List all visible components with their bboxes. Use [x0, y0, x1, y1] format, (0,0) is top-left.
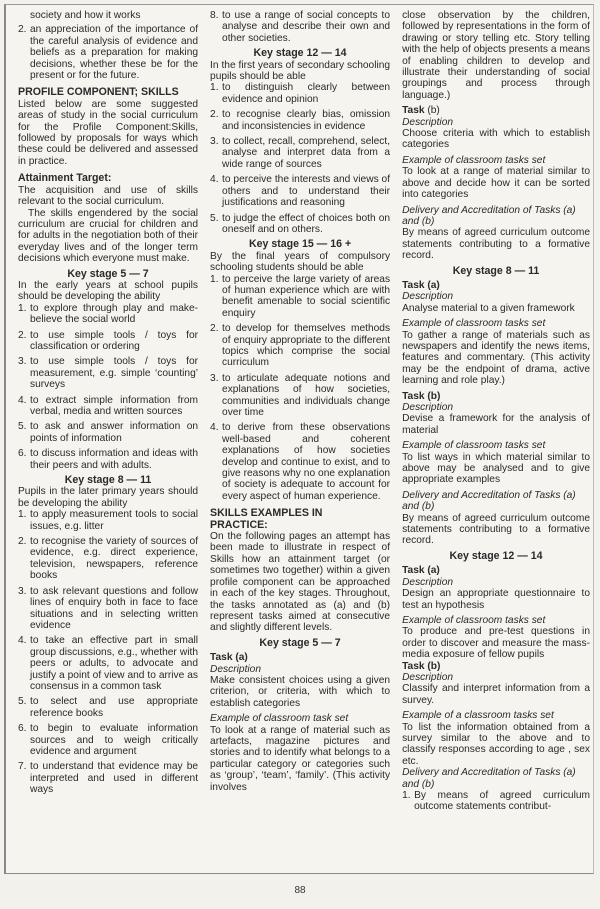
attainment-target-heading: Attainment Target:: [18, 172, 112, 185]
profile-component-text: Listed below are some suggested areas of study in the social curriculum for the Profile Component:Skills, followed by proposals for ways which these could be delivered and assessed in practice.: [18, 98, 199, 167]
attainment-target-text: The acquisition and use of skills relevant to the social curriculum.: [18, 184, 199, 208]
list-item: 3. to collect, recall, comprehend, select, analyse and interpret data from a wide range of sources: [210, 136, 391, 170]
list-item: 2. an appreciation of the importance of the careful analysis of evidence and beliefs as a preparation for making decisions, whether these be for the present or for the future.: [18, 24, 199, 82]
delivery-label: Delivery and Accreditation of Tasks (a) and (b): [402, 489, 576, 513]
list-item: 1. to apply measurement tools to social issues, e.g. litter: [18, 509, 199, 532]
skills-examples-heading: SKILLS EXAMPLES IN PRACTICE:: [210, 507, 323, 531]
continued-list: [18, 24, 198, 81]
key-stage-12-14-list: [210, 82, 390, 235]
description-label: Description: [402, 291, 454, 303]
key-stage-intro: In the first years of secondary schooling pupils should be able: [210, 59, 391, 83]
list-item: 3. to articulate adequate notions and explanations of how societies, communities and individuals change over time: [210, 372, 391, 418]
task-label: Task (b): [402, 105, 440, 117]
description-label: Description: [402, 576, 454, 588]
example-text: To list the information obtained from a survey similar to the above and to classify responses according to age , sex etc.: [402, 721, 590, 767]
example-text: To produce and pre-test questions in order to discover and measure the mass-media exposure of fellow pupils: [402, 626, 590, 661]
skills-paragraph: The skills engendered by the social curriculum are crucial for children and for adults in the negotiation both of their everyday lives and of the longer term decisions which everyone must make.: [18, 207, 199, 265]
key-stage-8-11-list: [18, 509, 198, 795]
example-label: Example of classroom tasks set: [402, 318, 546, 330]
example-label: Example of classroom task set: [210, 713, 349, 725]
task-description: Make consistent choices using a given criterion, or criteria, with which to establish categories: [210, 674, 391, 709]
delivery-label: Delivery and Accreditation of Tasks (a) and (b): [402, 767, 576, 790]
example-label: Example of classroom tasks set: [402, 614, 546, 626]
key-stage-heading: Key stage 12 — 14: [449, 549, 543, 562]
key-stage-heading: Key stage 5 — 7: [67, 267, 149, 280]
list-item: 5. to judge the effect of choices both on oneself and on others.: [210, 212, 391, 235]
list-item: 7. to understand that evidence may be interpreted and used in different ways: [18, 761, 199, 796]
key-stage-intro: By the final years of compulsory schooling students should be able: [210, 250, 391, 274]
list-item: 4. to extract simple information from verbal, media and written sources: [18, 394, 199, 417]
column-1: [18, 10, 198, 817]
list-item: 4. to take an effective part in small group discussions, e.g., whether with peers or adults, to advocate and justify a point of view and to arrive as consensus in a common task: [18, 635, 199, 692]
task-label: Task (b): [402, 390, 441, 402]
task-description: Classify and interpret information from a survey.: [402, 683, 590, 706]
task-description: Design an appropriate questionnaire to test an hypothesis: [402, 588, 590, 611]
task-description: Choose criteria with which to establish categories: [402, 128, 590, 151]
skills-examples-text: On the following pages an attempt has been made to illustrate in respect of Skills how an attainment target (or sometimes two together) within a given profile component can be approached in each of the key stages. Throughout, the tasks annotated as (a) and (b) represent tasks aimed at consecutive and slightly different levels.: [210, 531, 391, 634]
description-label: Description: [402, 671, 454, 683]
list-item: 1. to explore through play and make-believe the social world: [18, 302, 199, 326]
column-2: [210, 10, 390, 817]
list-item: 4. to perceive the interests and views of others and to understand their justifications and reasoning: [210, 174, 391, 209]
delivery-text: By means of agreed curriculum outcome statements contributing to a formative record.: [402, 512, 590, 547]
description-label: Description: [402, 402, 454, 413]
list-item: 1. to perceive the large variety of areas of human experience which are with benefit amenable to social scientific enquiry: [210, 273, 391, 319]
example-label: Example of classroom tasks set: [402, 440, 546, 452]
list-item: 5. to select and use appropriate reference books: [18, 696, 199, 719]
example-text: To gather a range of materials such as newspapers and identify the news items, features and commentary. (This activity may be the endpoint of drama, active learning and role play.): [402, 329, 590, 387]
delivery-text: By means of agreed curriculum outcome statements contributing to a formative record.: [402, 227, 590, 262]
delivery-label: Delivery and Accreditation of Tasks (a) and (b): [402, 204, 576, 227]
delivery-list: [402, 790, 590, 813]
key-stage-15-16-list: [210, 274, 390, 503]
list-item: 2. to use simple tools / toys for classification or ordering: [18, 329, 199, 352]
task-description: Devise a framework for the analysis of material: [402, 413, 590, 436]
key-stage-heading: Key stage 15 — 16 +: [248, 238, 352, 251]
task-label: Task (a): [210, 652, 248, 664]
task-label: Task (a): [402, 565, 440, 577]
continued-list: [210, 10, 390, 44]
list-item: 2. to recognise the variety of sources of evidence, e.g. direct experience, television, newspapers, reference books: [18, 536, 199, 582]
key-stage-intro: Pupils in the later primary years should be developing the ability: [18, 486, 199, 509]
key-stage-heading: Key stage 8 — 11: [452, 264, 540, 277]
list-item: 2. to recognise clearly bias, omission and inconsistencies in evidence: [210, 109, 391, 132]
list-item: 1. to distinguish clearly between evidence and opinion: [210, 82, 391, 105]
example-label: Example of classroom tasks set: [402, 154, 546, 166]
list-item: 3. to ask relevant questions and follow lines of enquiry both in face to face situations and in selecting written evidence: [18, 585, 199, 631]
key-stage-intro: In the early years at school pupils should be developing the ability: [18, 279, 199, 303]
list-item: 1. By means of agreed curriculum outcome statements contribut-: [402, 790, 590, 813]
list-item: 4. to derive from these observations well-based and coherent explanations of how societies develop and continue to exist, and to give reasons why no one explanation of society is adequate to account for every aspect of human experience.: [210, 422, 391, 502]
continued-item-text: society and how it works: [30, 10, 141, 21]
list-item: 6. to begin to evaluate information sources and to weigh critically evidence and argument: [18, 723, 199, 757]
key-stage-5-7-list: [18, 303, 198, 471]
key-stage-heading: Key stage 12 — 14: [253, 47, 347, 60]
task-label: Task (a): [402, 279, 440, 291]
list-item: 5. to ask and answer information on points of information: [18, 421, 199, 444]
list-item: 6. to discuss information and ideas with their peers and with adults.: [18, 448, 199, 471]
example-text: To list ways in which material similar to above may be analysed and to give appropriate examples: [402, 451, 590, 486]
example-label: Example of a classroom tasks set: [402, 710, 554, 722]
key-stage-heading: Key stage 8 — 11: [64, 474, 152, 487]
list-item: 3. to use simple tools / toys for measurement, e.g. simple ‘counting’ surveys: [18, 356, 199, 391]
continued-text: close observation by the children, followed by representations in the form of drawing or story telling etc. Story telling with the help of objects presents a means of enabling children to develop and illustrate their understanding of social groupings and process through language.): [402, 10, 590, 101]
list-item: 8. to use a range of social concepts to analyse and describe their own and other societies.: [210, 10, 391, 44]
column-3: [402, 10, 590, 817]
task-label: Task (b): [402, 660, 441, 672]
description-label: Description: [210, 663, 261, 675]
example-text: To look at a range of material such as artefacts, magazine pictures and stories and to identify what belongs to a particular category or categories such as ‘group’, ‘team’, ‘family’. (This activity involves: [210, 724, 391, 793]
key-stage-heading: Key stage 5 — 7: [259, 636, 341, 649]
profile-component-heading: PROFILE COMPONENT; SKILLS: [18, 86, 179, 99]
page-number: 88: [294, 885, 306, 896]
task-description: Analyse material to a given framework: [402, 302, 575, 314]
text-columns: [18, 10, 590, 817]
list-item: 2. to develop for themselves methods of enquiry appropriate to the different topics which comprise the social curriculum: [210, 323, 391, 369]
example-text: To look at a range of material similar to above and decide how it can be sorted into categories: [402, 166, 590, 201]
description-label: Description: [402, 116, 454, 128]
